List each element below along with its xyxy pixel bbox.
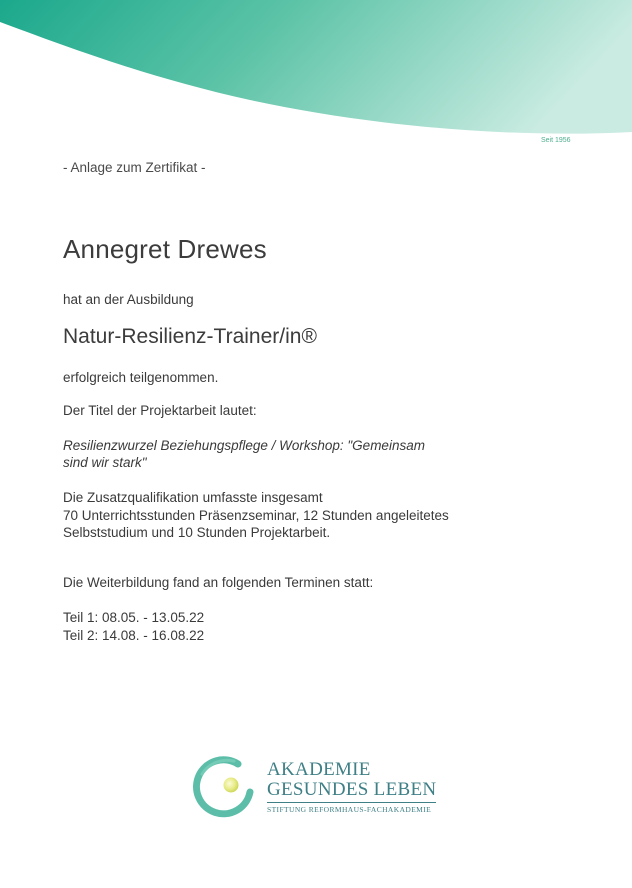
dates-list [63,609,204,644]
certificate-subtitle: - Anlage zum Zertifikat - [63,160,206,175]
header-wave-banner [0,0,632,160]
participant-name: Annegret Drewes [63,234,267,264]
logo-wordmark [267,760,436,816]
logo-line-akademie: AKADEMIE [267,759,371,780]
project-title-line: sind wir stark" [63,455,147,470]
completion-text: erfolgreich teilgenommen. [63,370,219,385]
qualification-line: Die Zusatzqualifikation umfasste insgesamt [63,490,323,505]
qualification-text [63,489,449,542]
date-item: Teil 2: 14.08. - 16.08.22 [63,627,205,643]
qualification-line: Selbststudium und 10 Stunden Projektarbeit. [63,525,331,540]
logo-line-stiftung: STIFTUNG REFORMHAUS-FACHAKADEMIE [267,802,436,816]
project-title-label: Der Titel der Projektarbeit lautet: [63,403,257,418]
project-title [63,437,425,471]
founded-since-label: Seit 1956 [541,137,571,144]
project-title-line: Resilienzwurzel Beziehungspflege / Workshop: "Gemeinsam [63,438,425,453]
intro-text: hat an der Ausbildung [63,292,194,307]
circle-sun-logo-icon [190,752,260,822]
dates-intro: Die Weiterbildung fand an folgenden Terminen statt: [63,575,374,590]
logo-line-gesundes-leben: GESUNDES LEBEN [267,779,437,800]
qualification-line: 70 Unterrichtsstunden Präsenzseminar, 12 Stunden angeleitetes [63,507,449,523]
date-item: Teil 1: 08.05. - 13.05.22 [63,610,205,625]
course-title: Natur-Resilienz-Trainer/in® [63,325,317,348]
